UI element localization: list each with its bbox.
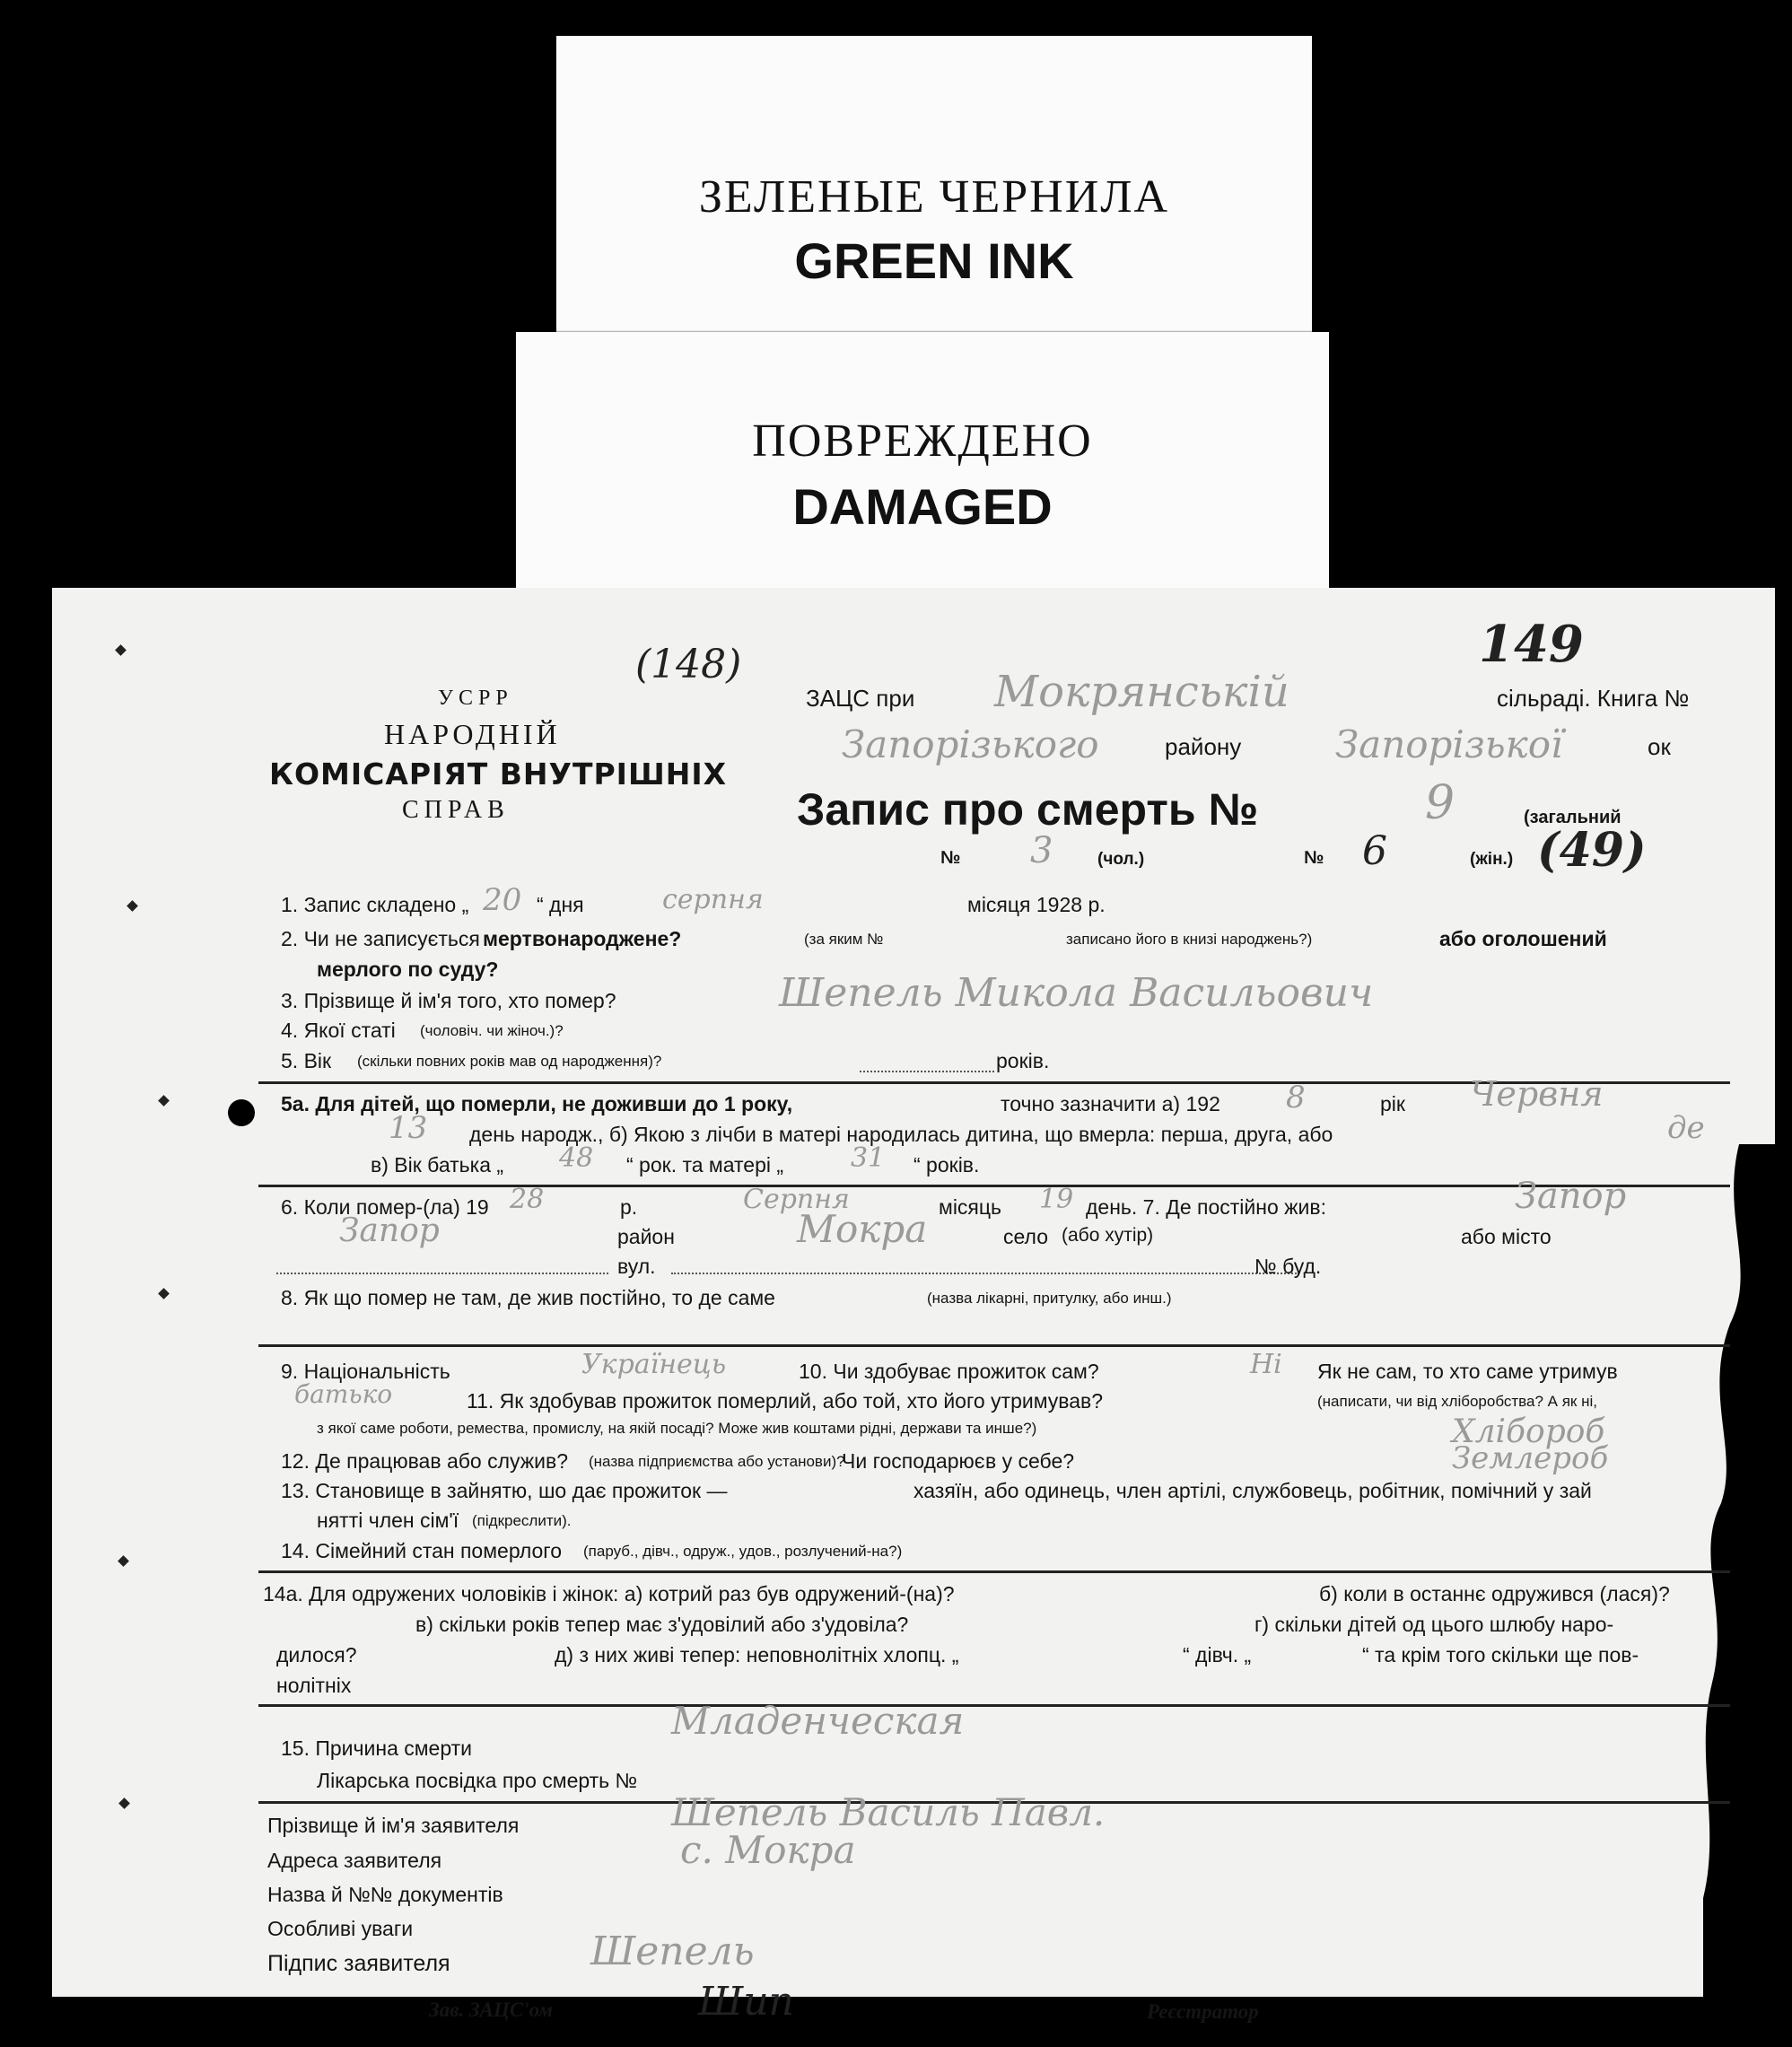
head-label: Зав. ЗАЦС'ом	[429, 1999, 554, 2021]
residence-district-value: Запор	[339, 1212, 440, 1249]
village-council-value: Мокрянській	[994, 667, 1289, 717]
male-number-label: №	[940, 848, 961, 868]
field3-label: 3. Прізвище й ім'я того, хто помер?	[281, 989, 616, 1012]
green-ink-en-label: GREEN INK	[794, 232, 1074, 289]
field7-building-label: № буд.	[1254, 1255, 1322, 1278]
field5-dotted-line	[860, 1071, 994, 1072]
field13-options: хазяїн, або одинець, член артілі, службовець, робітник, помічний у зай	[913, 1479, 1592, 1502]
field2-small-label: (за яким №	[804, 931, 884, 948]
field14-label: 14. Сімейний стан померлого	[281, 1539, 562, 1562]
field5a-line3: в) Вік батька „	[371, 1153, 504, 1177]
field5a-tail: точно зазначити а) 192	[1001, 1092, 1220, 1115]
field2-label: 2. Чи не записується	[281, 927, 480, 950]
field1-label: 1. Запис складено „	[281, 893, 469, 916]
applicant-name-label: Прізвище й ім'я заявителя	[267, 1814, 520, 1837]
applicant-signature-value: Шепель	[590, 1929, 755, 1974]
record-number-value: 9	[1425, 776, 1455, 830]
field14a-girls: “ дівч. „	[1183, 1643, 1252, 1666]
death-year-value: 28	[510, 1184, 545, 1215]
green-ink-note-card	[556, 36, 1312, 341]
field15-certificate-label: Лікарська посвідка про смерть №	[317, 1769, 638, 1792]
nationality-value: Українець	[581, 1349, 727, 1380]
female-number-label: №	[1304, 848, 1324, 868]
field14a-tail: “ та крім того скільки ще пов-	[1362, 1643, 1639, 1666]
field1-year-label: місяця 1928 р.	[967, 893, 1106, 916]
field6-year-label: р.	[620, 1195, 638, 1219]
field2-bold-label: мертвонароджене?	[483, 927, 682, 950]
applicant-signature-label: Підпис заявителя	[267, 1951, 450, 1976]
field5-label: 5. Вік	[281, 1049, 332, 1072]
section-divider	[258, 1185, 1730, 1187]
old-record-number: (148)	[635, 642, 742, 687]
street-dotted-line	[276, 1273, 608, 1274]
street-dotted-line-2	[671, 1273, 1299, 1274]
field6-label: 6. Коли помер-(ла) 19	[281, 1195, 489, 1219]
field7-street-label: вул.	[617, 1255, 656, 1278]
field4-label: 4. Якої статі	[281, 1019, 396, 1042]
field15-label: 15. Причина смерти	[281, 1736, 473, 1760]
field5a-line3c: “ років.	[913, 1153, 980, 1177]
death-record-form	[52, 588, 1775, 2025]
field8-label: 8. Як що помер не там, де жив постійно, то де саме	[281, 1286, 775, 1309]
damaged-en-label: DAMAGED	[792, 478, 1053, 535]
damaged-note-card	[516, 332, 1329, 601]
deceased-name-value: Шепель Микола Васильович	[779, 970, 1374, 1016]
field5a-label: 5а. Для дітей, що померли, не доживши до 1 року,	[281, 1092, 793, 1115]
field6-month-label: місяць	[939, 1195, 1002, 1219]
field14a-g: г) скільки дітей од цього шлюбу наро-	[1254, 1613, 1614, 1636]
workplace-value: Землероб	[1452, 1440, 1609, 1476]
residence-village-value: Мокра	[797, 1207, 928, 1251]
self-support-value: Ні	[1250, 1349, 1282, 1380]
field7-district-label: район	[617, 1225, 675, 1248]
damaged-ru-label: ПОВРЕЖДЕНО	[752, 416, 1093, 467]
field12-tail-2: в у себе?	[985, 1449, 1075, 1473]
field5-small: (скільки повних років мав од народження)?	[357, 1053, 662, 1070]
field2-small-label-2: записано його в книзі народжень?)	[1066, 931, 1313, 948]
green-ink-ru-label: ЗЕЛЕНЫЕ ЧЕРНИЛА	[698, 171, 1170, 223]
residence-region-value: Запор	[1515, 1176, 1627, 1217]
field12-small: (назва підприємства або установи)?	[589, 1453, 845, 1470]
field13-line2: нятті член сім'ї	[317, 1509, 459, 1532]
village-council-label: сільраді. Книга №	[1497, 685, 1690, 712]
district-label: району	[1165, 733, 1242, 760]
field12-tail: Чи господарює	[842, 1449, 985, 1473]
commissariat-line2: КОМІСАРІЯТ ВНУТРІШНІХ	[269, 757, 728, 792]
field13-small: (підкреслити).	[472, 1512, 572, 1529]
punch-hole	[228, 1099, 255, 1126]
section-divider	[258, 1344, 1730, 1347]
field1-day-value: 20	[483, 882, 522, 918]
ussr-label: У С Р Р	[438, 687, 508, 710]
applicant-address-label: Адреса заявителя	[267, 1849, 442, 1872]
okrug-value: Запорізької	[1335, 722, 1563, 766]
record-title: Запис про смерть №	[797, 784, 1259, 835]
field7-village-label: село	[1003, 1225, 1048, 1248]
female-number-value: 6	[1362, 828, 1387, 874]
head-signature: Шип	[698, 1979, 794, 2025]
field14a-line4: нолітніх	[276, 1674, 352, 1697]
female-label: (жін.)	[1470, 850, 1514, 869]
district-value: Запорізького	[842, 722, 1099, 766]
field5-tail: років.	[996, 1049, 1050, 1072]
field4-small: (чоловіч. чи жіноч.)?	[420, 1022, 564, 1039]
field14a-line3: дилося?	[276, 1643, 357, 1666]
documents-label: Назва й №№ документів	[267, 1883, 503, 1906]
field2-tail: або оголошений	[1439, 927, 1607, 950]
father-age-value: 48	[559, 1142, 594, 1174]
field13-label: 13. Становище в зайнятю, шо дає прожиток —	[281, 1479, 728, 1502]
death-month-value: Серпня	[743, 1184, 850, 1215]
death-day-value: 19	[1039, 1184, 1074, 1215]
field5a-de-value: де	[1667, 1110, 1705, 1146]
field8-small: (назва лікарні, притулку, або инш.)	[927, 1290, 1172, 1307]
applicant-name-value: Шепель Василь Павл.	[671, 1790, 1106, 1834]
supporter-value: батько	[294, 1379, 393, 1409]
occupation-value: Хлібороб	[1452, 1413, 1605, 1450]
field5a-month-value: Червня	[1470, 1074, 1604, 1114]
field10-tail: Як не сам, то хто саме утримув	[1317, 1360, 1618, 1383]
field14a-d: д) з них живі тепер: неповнолітніх хлопц. „	[555, 1643, 959, 1666]
field5a-line3b: “ рок. та матері „	[626, 1153, 784, 1177]
book-number-value: 149	[1479, 615, 1584, 674]
field2-line2: мерлого по суду?	[317, 958, 499, 981]
notes-label: Особливі уваги	[267, 1917, 414, 1940]
field11-label: 11. Як здобував прожиток померлий, або той, хто його утримував?	[467, 1389, 1104, 1413]
field11-small: (написати, чи від хліборобства? А як ні,	[1317, 1393, 1597, 1410]
field5a-line2: день народж., б) Якою з лічби в матері народилась дитина, що вмерла: перша, друга, або	[469, 1123, 1333, 1146]
section-divider	[258, 1704, 1730, 1707]
registrar-label: Реєстратор	[1147, 2000, 1259, 2023]
zags-label: ЗАЦС при	[806, 685, 915, 712]
field5a-day-value: 13	[389, 1110, 428, 1146]
field14a-b: б) коли в останнє одружився (лася)?	[1319, 1582, 1670, 1605]
field5a-year-value: 8	[1286, 1080, 1306, 1115]
okrug-label: ок	[1648, 733, 1671, 760]
section-divider	[258, 1570, 1730, 1573]
applicant-address-value: с. Мокра	[680, 1828, 856, 1872]
field14a-label: 14а. Для одружених чоловіків і жінок: а) котрий раз був одружений-(на)?	[263, 1582, 955, 1605]
field6-day-label: день. 7. Де постійно жив:	[1086, 1195, 1326, 1219]
mother-age-value: 31	[851, 1142, 886, 1174]
field14a-line2: в) скільки років тепер має з'удовілий або з'удовіла?	[415, 1613, 909, 1636]
field7-city-label: або місто	[1461, 1225, 1552, 1248]
field7-village-small: (або хутір)	[1062, 1225, 1154, 1246]
field9-label: 9. Національність	[281, 1360, 450, 1383]
cause-of-death-value: Младенческая	[671, 1699, 965, 1743]
field12-label: 12. Де працював або служив?	[281, 1449, 569, 1473]
field5a-year-label: рік	[1380, 1092, 1405, 1115]
field11-line2: з якої саме роботи, ремества, промислу, на якій посаді? Може жив коштами рідні, держави та инше?)	[317, 1420, 1037, 1437]
field1-day-label: “ дня	[537, 893, 584, 916]
commissariat-line1: НАРОДНІЙ	[384, 718, 561, 750]
total-label: (загальний	[1524, 808, 1622, 827]
field10-label: 10. Чи здобуває прожиток сам?	[799, 1360, 1099, 1383]
field14-small: (паруб., дівч., одруж., удов., розлучений-на?)	[583, 1543, 903, 1560]
male-label: (чол.)	[1097, 850, 1145, 869]
total-number-value: (49)	[1537, 823, 1647, 878]
male-number-value: 3	[1030, 830, 1053, 871]
commissariat-line3: СПРАВ	[402, 796, 510, 824]
field1-month-value: серпня	[662, 884, 764, 915]
